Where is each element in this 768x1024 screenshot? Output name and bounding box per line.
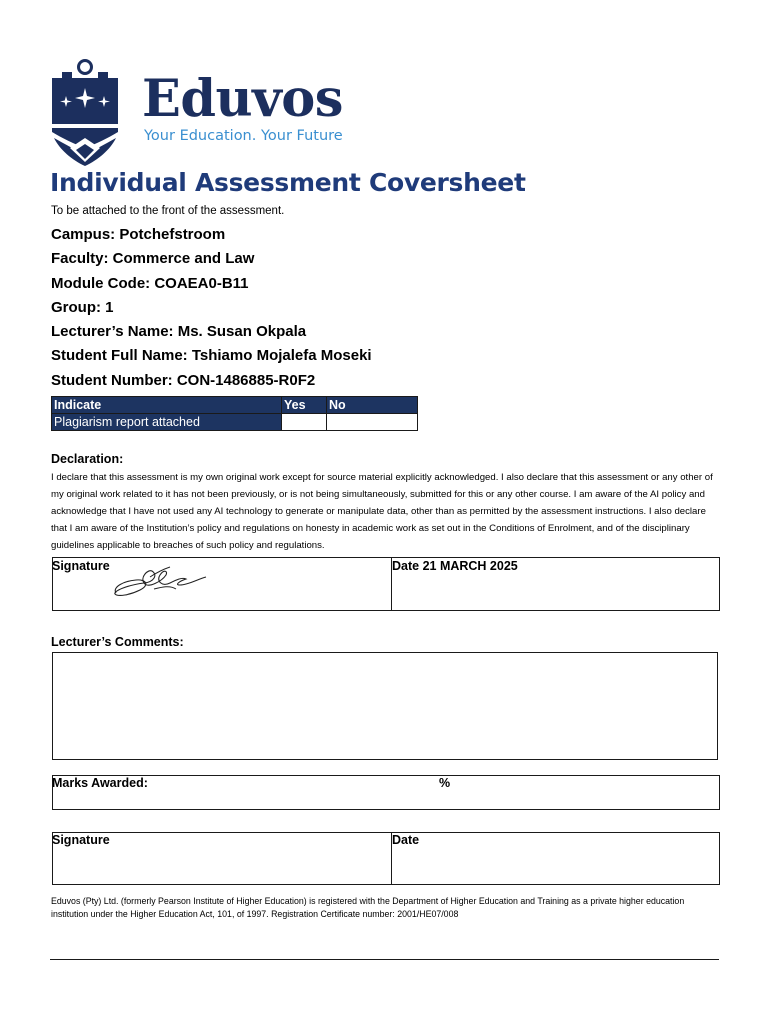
lecturer-signature-box [52, 832, 720, 885]
faculty-field: Faculty: Commerce and Law [51, 250, 255, 267]
plagiarism-no-cell[interactable] [327, 414, 418, 431]
page-title: Individual Assessment Coversheet [50, 168, 526, 197]
page-subtitle: To be attached to the front of the assessment. [51, 205, 285, 217]
eduvos-logo [50, 58, 370, 170]
plagiarism-label: Plagiarism report attached [52, 414, 282, 431]
declaration-heading: Declaration: [51, 452, 124, 466]
plagiarism-yes-cell[interactable] [282, 414, 327, 431]
group-field: Group: 1 [51, 299, 114, 316]
footer-rule [50, 959, 719, 960]
campus-field: Campus: Potchefstroom [51, 226, 226, 243]
date-label: Date 21 MARCH 2025 [392, 559, 518, 573]
shield-crest-icon [50, 58, 120, 168]
student-number-field: Student Number: CON-1486885-R0F2 [51, 372, 316, 389]
lecturer-name-field: Lecturer’s Name: Ms. Susan Okpala [51, 323, 307, 340]
student-name-field: Student Full Name: Tshiamo Mojalefa Moseki [51, 347, 372, 364]
lecturer-comments-box[interactable] [52, 652, 718, 760]
lecturer-date-label: Date [392, 833, 420, 847]
lecturer-signature-label: Signature [52, 833, 110, 847]
signature-label: Signature [52, 559, 110, 573]
indicate-table [51, 396, 418, 431]
marks-percent: % [439, 776, 451, 790]
brand-name: Eduvos [142, 69, 343, 129]
declaration-text: I declare that this assessment is my own original work except for source material explicitly acknowledged. I also declare that this assessment or any other of my original work related to it has not been previously, or is not being simultaneously, submitted for this or any other course. I am aware of the AI policy and acknowledge that I have not used any AI technology to generate or manipulate data, other than as permitted by the assessment instructions. I also declare that I am aware of the Institution’s policy and regulations on honesty in academic work as set out in the Conditions of Enrolment, and of the disciplinary guidelines applicable to breaches of such policy and regulations. [51, 472, 713, 551]
indicate-header-row [52, 397, 418, 414]
handwritten-signature [110, 563, 210, 603]
no-header: No [327, 397, 418, 414]
indicate-header: Indicate [52, 397, 282, 414]
module-code-field: Module Code: COAEA0-B11 [51, 275, 249, 292]
marks-label: Marks Awarded: [52, 776, 148, 790]
marks-box[interactable] [52, 775, 720, 810]
lecturer-comments-heading: Lecturer’s Comments: [51, 635, 184, 649]
brand-tagline: Your Education. Your Future [144, 128, 343, 144]
plagiarism-row [52, 414, 418, 431]
registration-footer: Eduvos (Pty) Ltd. (formerly Pearson Institute of Higher Education) is registered with the Department of Higher Education and Training as a private higher education institution under the Higher Education Act, 101, of 1997. Registration Certificate number: 2001/HE07/008 [51, 896, 685, 919]
yes-header: Yes [282, 397, 327, 414]
